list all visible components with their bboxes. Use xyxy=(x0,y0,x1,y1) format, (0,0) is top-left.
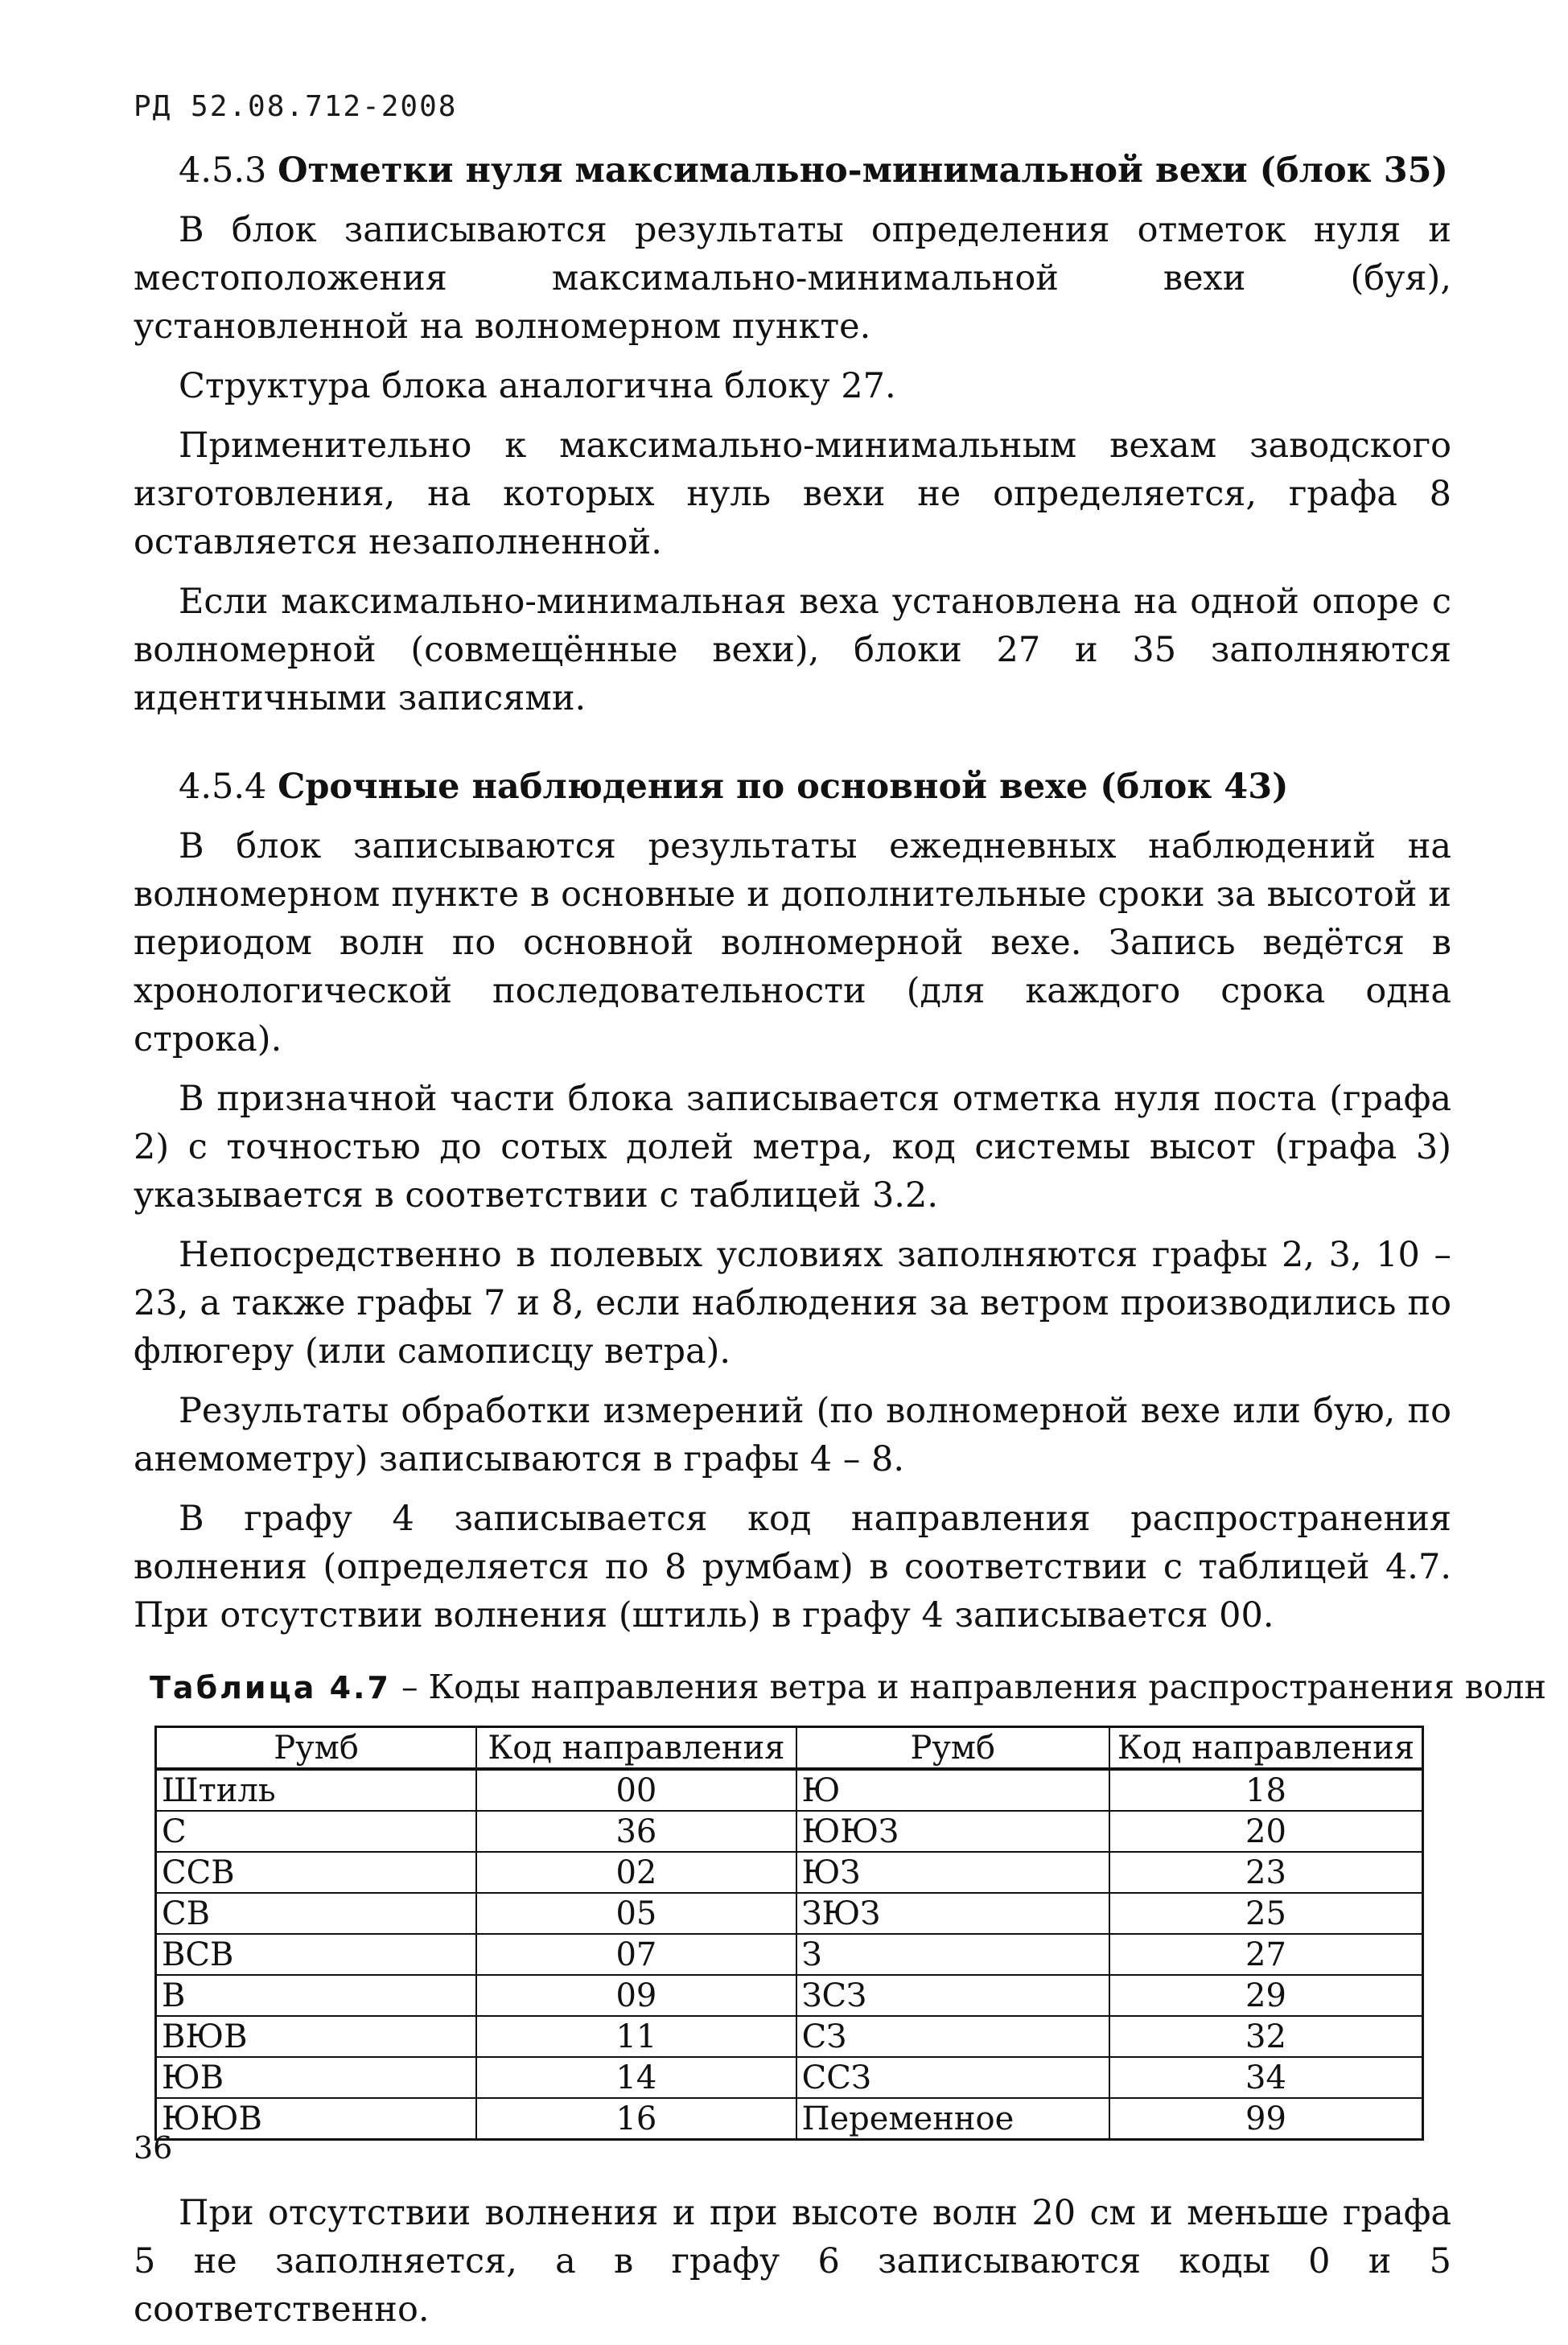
rumb-cell: ВЮВ xyxy=(156,2016,477,2057)
rumb-cell: ЮВ xyxy=(156,2057,477,2098)
code-cell: 23 xyxy=(1109,1852,1423,1893)
code-cell: 34 xyxy=(1109,2057,1423,2098)
rumb-cell: Штиль xyxy=(156,1769,477,1811)
section-heading-4-5-4 xyxy=(134,763,1451,811)
code-cell: 11 xyxy=(476,2016,796,2057)
section-heading-4-5-3 xyxy=(134,146,1451,195)
code-cell: 32 xyxy=(1109,2016,1423,2057)
section-number: 4.5.3 xyxy=(179,150,267,191)
rumb-cell: ЗЮЗ xyxy=(796,1893,1109,1934)
paragraph: В графу 4 записывается код направления распространения волнения (определяется по 8 румбам) в соответствии с таблицей 4.7. При отсутствии волнения (штиль) в графу 4 записывается 00. xyxy=(134,1499,1451,1635)
table-row xyxy=(156,1934,1423,1975)
code-cell: 29 xyxy=(1109,1975,1423,2016)
table-body xyxy=(156,1769,1423,2140)
rumb-cell: ССВ xyxy=(156,1852,477,1893)
code-cell: 14 xyxy=(476,2057,796,2098)
table-row xyxy=(156,1893,1423,1934)
section-title: Срочные наблюдения по основной вехе (блок 43) xyxy=(278,767,1289,807)
rumb-cell: Переменное xyxy=(796,2098,1109,2140)
rumb-cell: ССЗ xyxy=(796,2057,1109,2098)
code-cell: 07 xyxy=(476,1934,796,1975)
section-number: 4.5.4 xyxy=(179,767,267,807)
column-header: Румб xyxy=(796,1727,1109,1770)
code-cell: 05 xyxy=(476,1893,796,1934)
code-cell: 02 xyxy=(476,1852,796,1893)
code-cell: 36 xyxy=(476,1811,796,1852)
paragraph: Непосредственно в полевых условиях заполняются графы 2, 3, 10 – 23, а также графы 7 и 8, если наблюдения за ветром производились по флюгеру (или самописцу ветра). xyxy=(134,1235,1451,1372)
page-content xyxy=(134,146,1546,2345)
section-title: Отметки нуля максимально-минимальной вехи (блок 35) xyxy=(278,150,1448,191)
wind-direction-codes-table xyxy=(154,1726,1424,2141)
paragraph: В блок записываются результаты ежедневных наблюдений на волномерном пункте в основные и дополнительные сроки за высотой и периодом волн по основной волномерной вехе. Запись ведётся в хронологической последовательности (для каждого срока одна строка). xyxy=(134,826,1451,1059)
rumb-cell: ЗСЗ xyxy=(796,1975,1109,2016)
table-row xyxy=(156,1811,1423,1852)
table-row xyxy=(156,1769,1423,1811)
page-number: 36 xyxy=(134,2130,173,2166)
paragraph: Структура блока аналогична блоку 27. xyxy=(179,366,896,406)
rumb-cell: Ю xyxy=(796,1769,1109,1811)
column-header: Код направления xyxy=(476,1727,796,1770)
paragraph: Если максимально-минимальная веха установлена на одной опоре с волномерной (совмещённые вехи), блоки 27 и 35 заполняются идентичными записями. xyxy=(134,582,1451,718)
table-row xyxy=(156,2098,1423,2140)
rumb-cell: СВ xyxy=(156,1893,477,1934)
code-cell: 16 xyxy=(476,2098,796,2140)
code-cell: 20 xyxy=(1109,1811,1423,1852)
paragraph: Результаты обработки измерений (по волномерной вехе или бую, по анемометру) записываются в графы 4 – 8. xyxy=(134,1391,1451,1479)
document-code: РД 52.08.712-2008 xyxy=(134,90,458,123)
rumb-cell: СЗ xyxy=(796,2016,1109,2057)
rumb-cell: С xyxy=(156,1811,477,1852)
code-cell: 00 xyxy=(476,1769,796,1811)
column-header: Код направления xyxy=(1109,1727,1423,1770)
code-cell: 27 xyxy=(1109,1934,1423,1975)
column-header: Румб xyxy=(156,1727,477,1770)
paragraph: Применительно к максимально-минимальным вехам заводского изготовления, на которых нуль вехи не определяется, графа 8 оставляется незаполненной. xyxy=(134,426,1451,562)
table-caption-text: – Коды направления ветра и направления распространения волн xyxy=(390,1668,1546,1706)
paragraph: В блок записываются результаты определения отметок нуля и местоположения максимально-минимальной вехи (буя), установленной на волномерном пункте. xyxy=(134,210,1451,347)
rumb-cell: ЮЮВ xyxy=(156,2098,477,2140)
code-cell: 18 xyxy=(1109,1769,1423,1811)
section-spacer xyxy=(134,734,1451,763)
table-header-row xyxy=(156,1727,1423,1770)
rumb-cell: ВСВ xyxy=(156,1934,477,1975)
code-cell: 99 xyxy=(1109,2098,1423,2140)
rumb-cell: ЮЮЗ xyxy=(796,1811,1109,1852)
table-row xyxy=(156,1975,1423,2016)
table-caption xyxy=(134,1664,1546,1711)
closing-paragraph: При отсутствии волнения и при высоте волн 20 см и меньше графа 5 не заполняется, а в графу 6 записываются коды 0 и 5 соответственно. xyxy=(134,2193,1451,2330)
code-cell: 09 xyxy=(476,1975,796,2016)
table-caption-label: Таблица 4.7 xyxy=(150,1670,391,1705)
rumb-cell: ЮЗ xyxy=(796,1852,1109,1893)
table-row xyxy=(156,2057,1423,2098)
rumb-cell: В xyxy=(156,1975,477,2016)
code-cell: 25 xyxy=(1109,1893,1423,1934)
rumb-cell: З xyxy=(796,1934,1109,1975)
table-row xyxy=(156,1852,1423,1893)
paragraph: В призначной части блока записывается отметка нуля поста (графа 2) с точностью до сотых долей метра, код системы высот (графа 3) указывается в соответствии с таблицей 3.2. xyxy=(134,1079,1451,1216)
table-row xyxy=(156,2016,1423,2057)
